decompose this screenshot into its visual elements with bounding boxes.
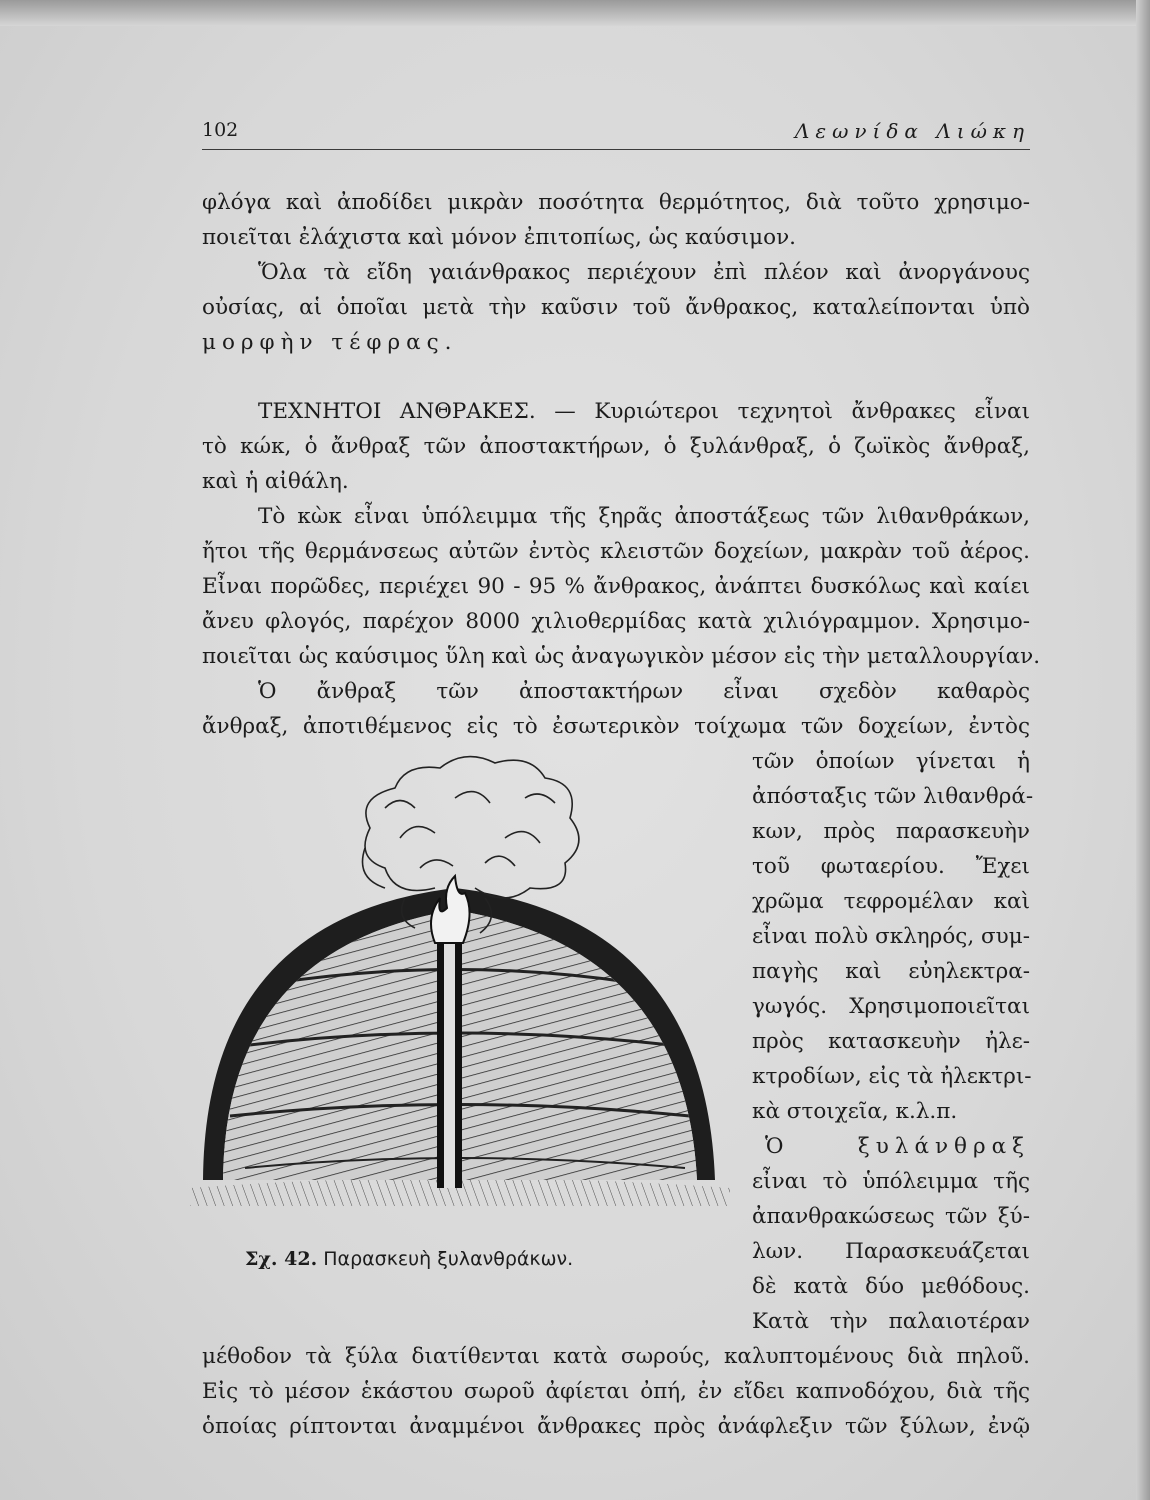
column-text-line: χρῶμα τεφρομέλαν καὶ [752, 889, 1030, 914]
page-number: 102 [202, 119, 239, 141]
section-heading-line: ΤΕΧΝΗΤΟΙ ΑΝΘΡΑΚΕΣ. — Κυριώτεροι τεχνητοὶ ἄνθρακες εἶναι [258, 399, 1030, 424]
column-text-line: κτροδίων, εἰς τὰ ἠλεκτρι- [752, 1064, 1032, 1089]
column-text-line: Ὁ ξυλάνθραξ [765, 1134, 1030, 1159]
text-line: ὁποίας ρίπτονται ἀναμμένοι ἄνθρακες πρὸς ἀνάφλεξιν τῶν ξύλων, ἐνῷ [202, 1414, 1030, 1439]
chimney-pole-left [437, 938, 444, 1188]
flame [431, 876, 470, 943]
column-text-line: λων. Παρασκευάζεται [752, 1239, 1030, 1264]
text-line: τὸ κώκ, ὁ ἄνθραξ τῶν ἀποστακτήρων, ὁ ξυλάνθραξ, ὁ ζωϊκὸς ἄνθραξ, [202, 434, 1030, 459]
text-line: Εἶναι πορῶδες, περιέχει 90 - 95 % ἄνθρακος, ἀνάπτει δυσκόλως καὶ καίει [202, 574, 1030, 599]
column-text-line: κων, πρὸς παρασκευὴν [752, 819, 1030, 844]
column-text-line: Κατὰ τὴν παλαιοτέραν [752, 1309, 1030, 1334]
chimney-opening [444, 938, 455, 1188]
column-text-line: δὲ κατὰ δύο μεθόδους. [752, 1274, 1030, 1299]
text-line: ἤτοι τῆς θερμάνσεως αὐτῶν ἐντὸς κλειστῶν δοχείων, μακρὰν τοῦ ἀέρος. [202, 539, 1030, 564]
column-text-line: ἀπανθρακώσεως τῶν ξύ- [752, 1204, 1030, 1229]
figure-caption-text: Παρασκευὴ ξυλανθράκων. [323, 1248, 574, 1270]
text-line: ποιεῖται ὡς καύσιμος ὕλη καὶ ὡς ἀναγωγικὸν μέσον εἰς τὴν μεταλλουργίαν. [202, 644, 1041, 669]
column-text-line: πρὸς κατασκευὴν ἠλε- [752, 1029, 1030, 1054]
text-line: μορφὴν τέφρας. [202, 330, 458, 355]
column-text-line: εἶναι πολὺ σκληρός, συμ- [752, 924, 1030, 949]
text-line: ποιεῖται ἐλάχιστα καὶ μόνον ἐπιτοπίως, ὡς καύσιμον. [202, 225, 796, 250]
column-text-line: τοῦ φωταερίου. Ἔχει [752, 854, 1030, 879]
column-text-line: εἶναι τὸ ὑπόλειμμα τῆς [752, 1169, 1030, 1194]
page-top-shadow [0, 0, 1150, 26]
text-line: μέθοδον τὰ ξύλα διατίθενται κατὰ σωρούς, καλυπτομένους διὰ πηλοῦ. [202, 1344, 1030, 1369]
text-line: οὐσίας, αἱ ὁποῖαι μετὰ τὴν καῦσιν τοῦ ἄνθρακος, καταλείπονται ὑπὸ [202, 295, 1030, 320]
text-line: Ὁ ἄνθραξ τῶν ἀποστακτήρων εἶναι σχεδὸν καθαρὸς [258, 679, 1030, 704]
text-line: ἄνθραξ, ἀποτιθέμενος εἰς τὸ ἐσωτερικὸν τοίχωμα τῶν δοχείων, ἐντὸς [202, 714, 1030, 739]
figure-caption [245, 1248, 573, 1270]
figure-label: Σχ. 42. [245, 1248, 318, 1270]
charcoal-kiln-illustration [185, 748, 733, 1208]
running-head: Λεωνίδα Λιώκη [794, 119, 1030, 143]
text-line: καὶ ἡ αἰθάλη. [202, 469, 349, 494]
page-right-edge [1136, 0, 1150, 1500]
text-line: ἄνευ φλογός, παρέχον 8000 χιλιοθερμίδας κατὰ χιλιόγραμμον. Χρησιμο- [202, 609, 1030, 634]
text-line: φλόγα καὶ ἀποδίδει μικρὰν ποσότητα θερμότητος, διὰ τοῦτο χρησιμο- [202, 190, 1030, 215]
column-text-line: κὰ στοιχεῖα, κ.λ.π. [752, 1099, 958, 1124]
column-text-line: παγὴς καὶ εὐηλεκτρα- [752, 959, 1030, 984]
chimney-pole-right [455, 938, 462, 1188]
column-text-line: τῶν ὁποίων γίνεται ἡ [752, 749, 1030, 774]
column-text-line: ἀπόσταξις τῶν λιθανθρά- [752, 784, 1034, 809]
column-text-line: γωγός. Χρησιμοποιεῖται [752, 994, 1030, 1019]
text-line: Τὸ κὼκ εἶναι ὑπόλειμμα τῆς ξηρᾶς ἀποστάξεως τῶν λιθανθράκων, [258, 504, 1030, 529]
text-line: Εἰς τὸ μέσον ἑκάστου σωροῦ ἀφίεται ὀπή, ἐν εἴδει καπνοδόχου, διὰ τῆς [202, 1379, 1030, 1404]
page-header [202, 115, 1030, 150]
text-line: Ὅλα τὰ εἴδη γαιάνθρακος περιέχουν ἐπὶ πλέον καὶ ἀνοργάνους [258, 260, 1030, 285]
